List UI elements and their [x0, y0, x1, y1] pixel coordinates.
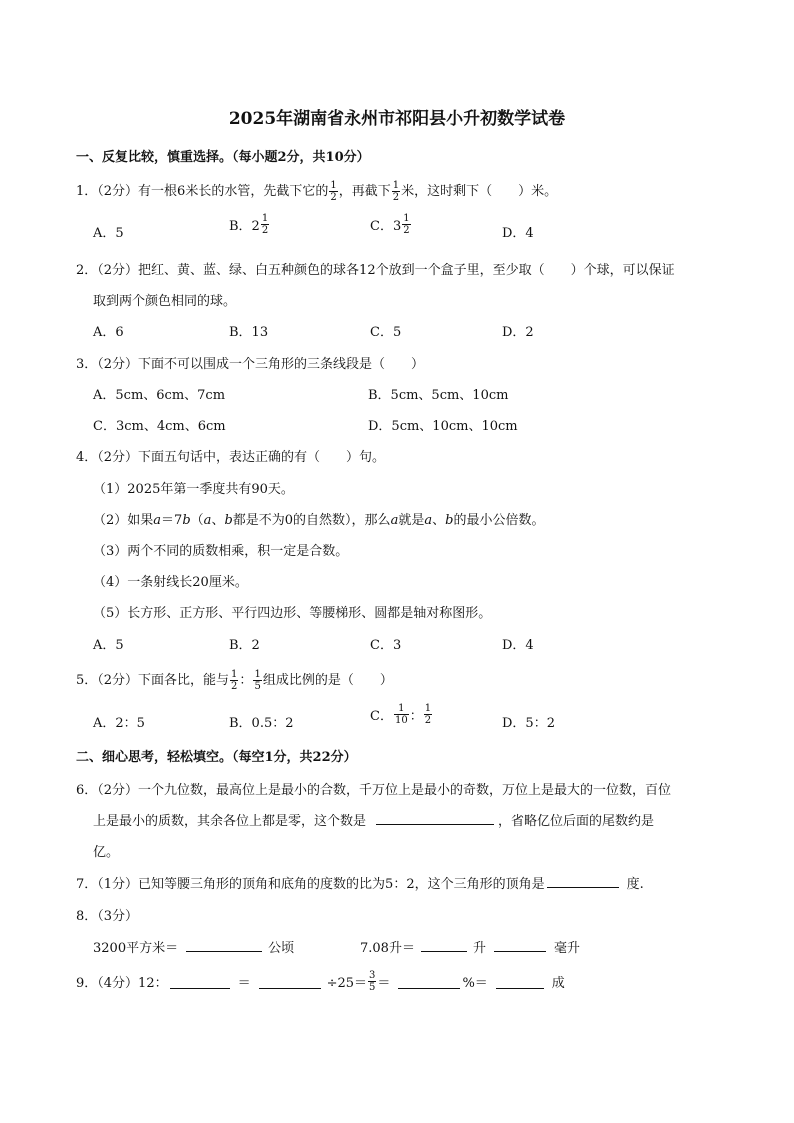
q1-fraction-1: [329, 180, 337, 203]
q1-mid: ，再截下: [338, 184, 391, 199]
q5-c-frac1-denominator: 10: [394, 715, 408, 726]
question-6-line-2: [93, 810, 654, 829]
q1-b-numerator: 1: [261, 213, 269, 224]
q5-option-c-label: C．: [370, 709, 393, 724]
q3-option-a[interactable]: A．5cm、6cm、7cm: [93, 388, 226, 403]
question-2-line-2: 取到两个颜色相同的球。: [93, 294, 237, 309]
q5-option-d[interactable]: D．5：2: [502, 716, 555, 731]
question-8: 8．（3分）: [76, 909, 139, 924]
q5-fraction-1: [230, 669, 238, 692]
q2-option-a[interactable]: A．6: [93, 325, 124, 340]
section-heading-2: 二、细心思考，轻松填空。（每空1分，共22分）: [76, 750, 357, 765]
q1-frac2-numerator: 1: [392, 180, 400, 191]
q4-s2-part: 就是: [398, 513, 425, 528]
q9-fraction: [368, 970, 376, 993]
q4-s2-var-b: b: [224, 513, 233, 528]
q1-option-c[interactable]: [370, 213, 412, 236]
question-9: [76, 970, 565, 993]
q1-option-b-label: B．2: [229, 219, 260, 234]
q3-option-d[interactable]: D．5cm、10cm、10cm: [368, 419, 518, 434]
q1-option-a[interactable]: A．5: [93, 226, 124, 241]
q8-unit-hectare: 公顷: [268, 941, 295, 956]
q1-option-c-label: C．3: [370, 219, 402, 234]
q4-statement-1: （1）2025年第一季度共有90天。: [93, 482, 294, 497]
q8-unit-milliliter: 毫升: [553, 941, 580, 956]
q9-answer-blank-1[interactable]: [170, 974, 230, 989]
q9-cheng: 成: [551, 976, 565, 991]
question-6-line-1: 6．（2分）一个九位数，最高位上是最小的合数，千万位上是最小的奇数，万位上是最大的一位数，百位: [76, 783, 672, 798]
q4-s2-part: ＝7: [161, 513, 183, 528]
q1-c-numerator: 1: [403, 213, 410, 224]
q8-unit-liter: 升: [472, 941, 486, 956]
q1-frac1-numerator: 1: [330, 180, 337, 191]
q9-prefix: 9．（4分）12：: [76, 976, 168, 991]
q7-text: 7．（1分）已知等腰三角形的顶角和底角的度数的比为5：2，这个三角形的顶角是: [76, 877, 545, 892]
q4-statement-5: （5）长方形、正方形、平行四边形、等腰梯形、圆都是轴对称图形。: [93, 606, 492, 621]
q1-option-c-fraction: [402, 213, 410, 236]
q1-option-d[interactable]: D．4: [502, 226, 534, 241]
q8-answer-blank-1[interactable]: [186, 937, 262, 952]
q8-answer-blank-2[interactable]: [421, 937, 467, 952]
q4-s2-var-b: b: [182, 513, 191, 528]
q4-option-c[interactable]: C．3: [370, 638, 402, 653]
q4-statement-3: （3）两个不同的质数相乘，积一定是合数。: [93, 544, 349, 559]
q5-option-c-fraction-1: [394, 703, 409, 726]
q9-answer-blank-2[interactable]: [259, 974, 321, 989]
q9-percent: %＝: [462, 976, 488, 991]
q5-suffix: 组成比例的是（ ）: [262, 673, 393, 688]
q5-option-c-fraction-2: [424, 703, 432, 726]
q4-statement-2: [93, 509, 544, 528]
q5-fraction-2: [253, 669, 261, 692]
page-title: 2025年湖南省永州市祁阳县小升初数学试卷: [228, 109, 566, 129]
q1-option-b[interactable]: [229, 213, 270, 236]
question-5: [76, 669, 393, 692]
q4-s2-part: （: [190, 513, 204, 528]
q5-option-b[interactable]: B．0.5：2: [229, 716, 294, 731]
question-6-line-3: 亿。: [93, 845, 120, 860]
q1-c-denominator: 2: [403, 225, 410, 236]
question-7: [76, 873, 644, 892]
q4-option-a[interactable]: A．5: [93, 638, 124, 653]
q5-frac2-denominator: 5: [254, 681, 261, 692]
q3-option-b[interactable]: B．5cm、5cm、10cm: [368, 388, 509, 403]
q8-part-2: [360, 937, 580, 956]
q5-c-frac2-denominator: 2: [424, 715, 432, 726]
q4-s2-part: 都是不为0的自然数），那么: [232, 513, 391, 528]
q2-option-b[interactable]: B．13: [229, 325, 269, 340]
q7-answer-blank[interactable]: [547, 873, 619, 888]
q6-text-b: ，省略亿位后面的尾数约是: [498, 814, 655, 829]
question-2-line-1: 2．（2分）把红、黄、蓝、绿、白五种颜色的球各12个放到一个盒子里，至少取（ ）个球，可以保证: [76, 263, 675, 278]
question-3: 3．（2分）下面不可以围成一个三角形的三条线段是（ ）: [76, 357, 425, 372]
q4-s2-part: 、: [211, 513, 225, 528]
q4-s2-var-a: a: [153, 513, 162, 528]
q5-c-frac1-numerator: 1: [394, 703, 409, 715]
question-4: 4．（2分）下面五句话中，表达正确的有（ ）句。: [76, 450, 386, 465]
q9-frac-denominator: 5: [369, 982, 376, 993]
q9-equals-2: ＝: [377, 976, 391, 991]
q2-option-c[interactable]: C．5: [370, 325, 402, 340]
q4-s2-part: 、: [432, 513, 446, 528]
q4-s2-part: 的最小公倍数。: [453, 513, 545, 528]
q1-option-b-fraction: [261, 213, 269, 236]
q5-frac1-denominator: 2: [231, 681, 238, 692]
q9-equals-1: ＝: [237, 976, 251, 991]
q3-option-c[interactable]: C．3cm、4cm、6cm: [93, 419, 226, 434]
q4-option-b[interactable]: B．2: [229, 638, 260, 653]
q4-s2-var-a: a: [203, 513, 212, 528]
q1-frac2-denominator: 2: [392, 192, 400, 203]
q8-p1-text: 3200平方米＝: [93, 941, 179, 956]
q5-option-a[interactable]: A．2：5: [93, 716, 145, 731]
q5-option-c[interactable]: [370, 703, 433, 726]
q4-s2-var-b: b: [445, 513, 454, 528]
q4-statement-4: （4）一条射线长20厘米。: [93, 575, 248, 590]
q6-answer-blank-1[interactable]: [376, 810, 494, 825]
q1-frac1-denominator: 2: [330, 192, 337, 203]
q5-frac1-numerator: 1: [231, 669, 238, 680]
q5-option-c-colon: ：: [409, 709, 423, 724]
q7-suffix: 度.: [626, 877, 644, 892]
q5-c-frac2-numerator: 1: [424, 703, 432, 714]
q9-frac-numerator: 3: [369, 970, 376, 981]
question-1: [76, 180, 557, 203]
section-heading-1: 一、反复比较，慎重选择。（每小题2分，共10分）: [76, 150, 370, 165]
q2-option-d[interactable]: D．2: [502, 325, 534, 340]
q5-frac2-numerator: 1: [254, 669, 261, 680]
q4-option-d[interactable]: D．4: [502, 638, 534, 653]
q4-s2-var-a: a: [390, 513, 399, 528]
q9-divide: ÷25＝: [326, 976, 368, 991]
q8-part-1: [93, 937, 294, 956]
q4-s2-var-a: a: [424, 513, 433, 528]
q6-text-a: 上是最小的质数，其余各位上都是零，这个数是: [93, 814, 367, 829]
q4-s2-part: （2）如果: [93, 513, 154, 528]
q1-suffix: 米，这时剩下（ ）米。: [401, 184, 558, 199]
q8-answer-blank-3[interactable]: [494, 937, 546, 952]
q1-fraction-2: [392, 180, 400, 203]
q5-prefix: 5．（2分）下面各比，能与: [76, 673, 230, 688]
q1-b-denominator: 2: [261, 225, 269, 236]
q5-colon: ：: [239, 673, 253, 688]
q9-answer-blank-4[interactable]: [496, 974, 544, 989]
q1-prefix: 1．（2分）有一根6米长的水管，先截下它的: [76, 184, 329, 199]
q9-answer-blank-3[interactable]: [398, 974, 460, 989]
q8-p2-text: 7.08升＝: [360, 941, 415, 956]
